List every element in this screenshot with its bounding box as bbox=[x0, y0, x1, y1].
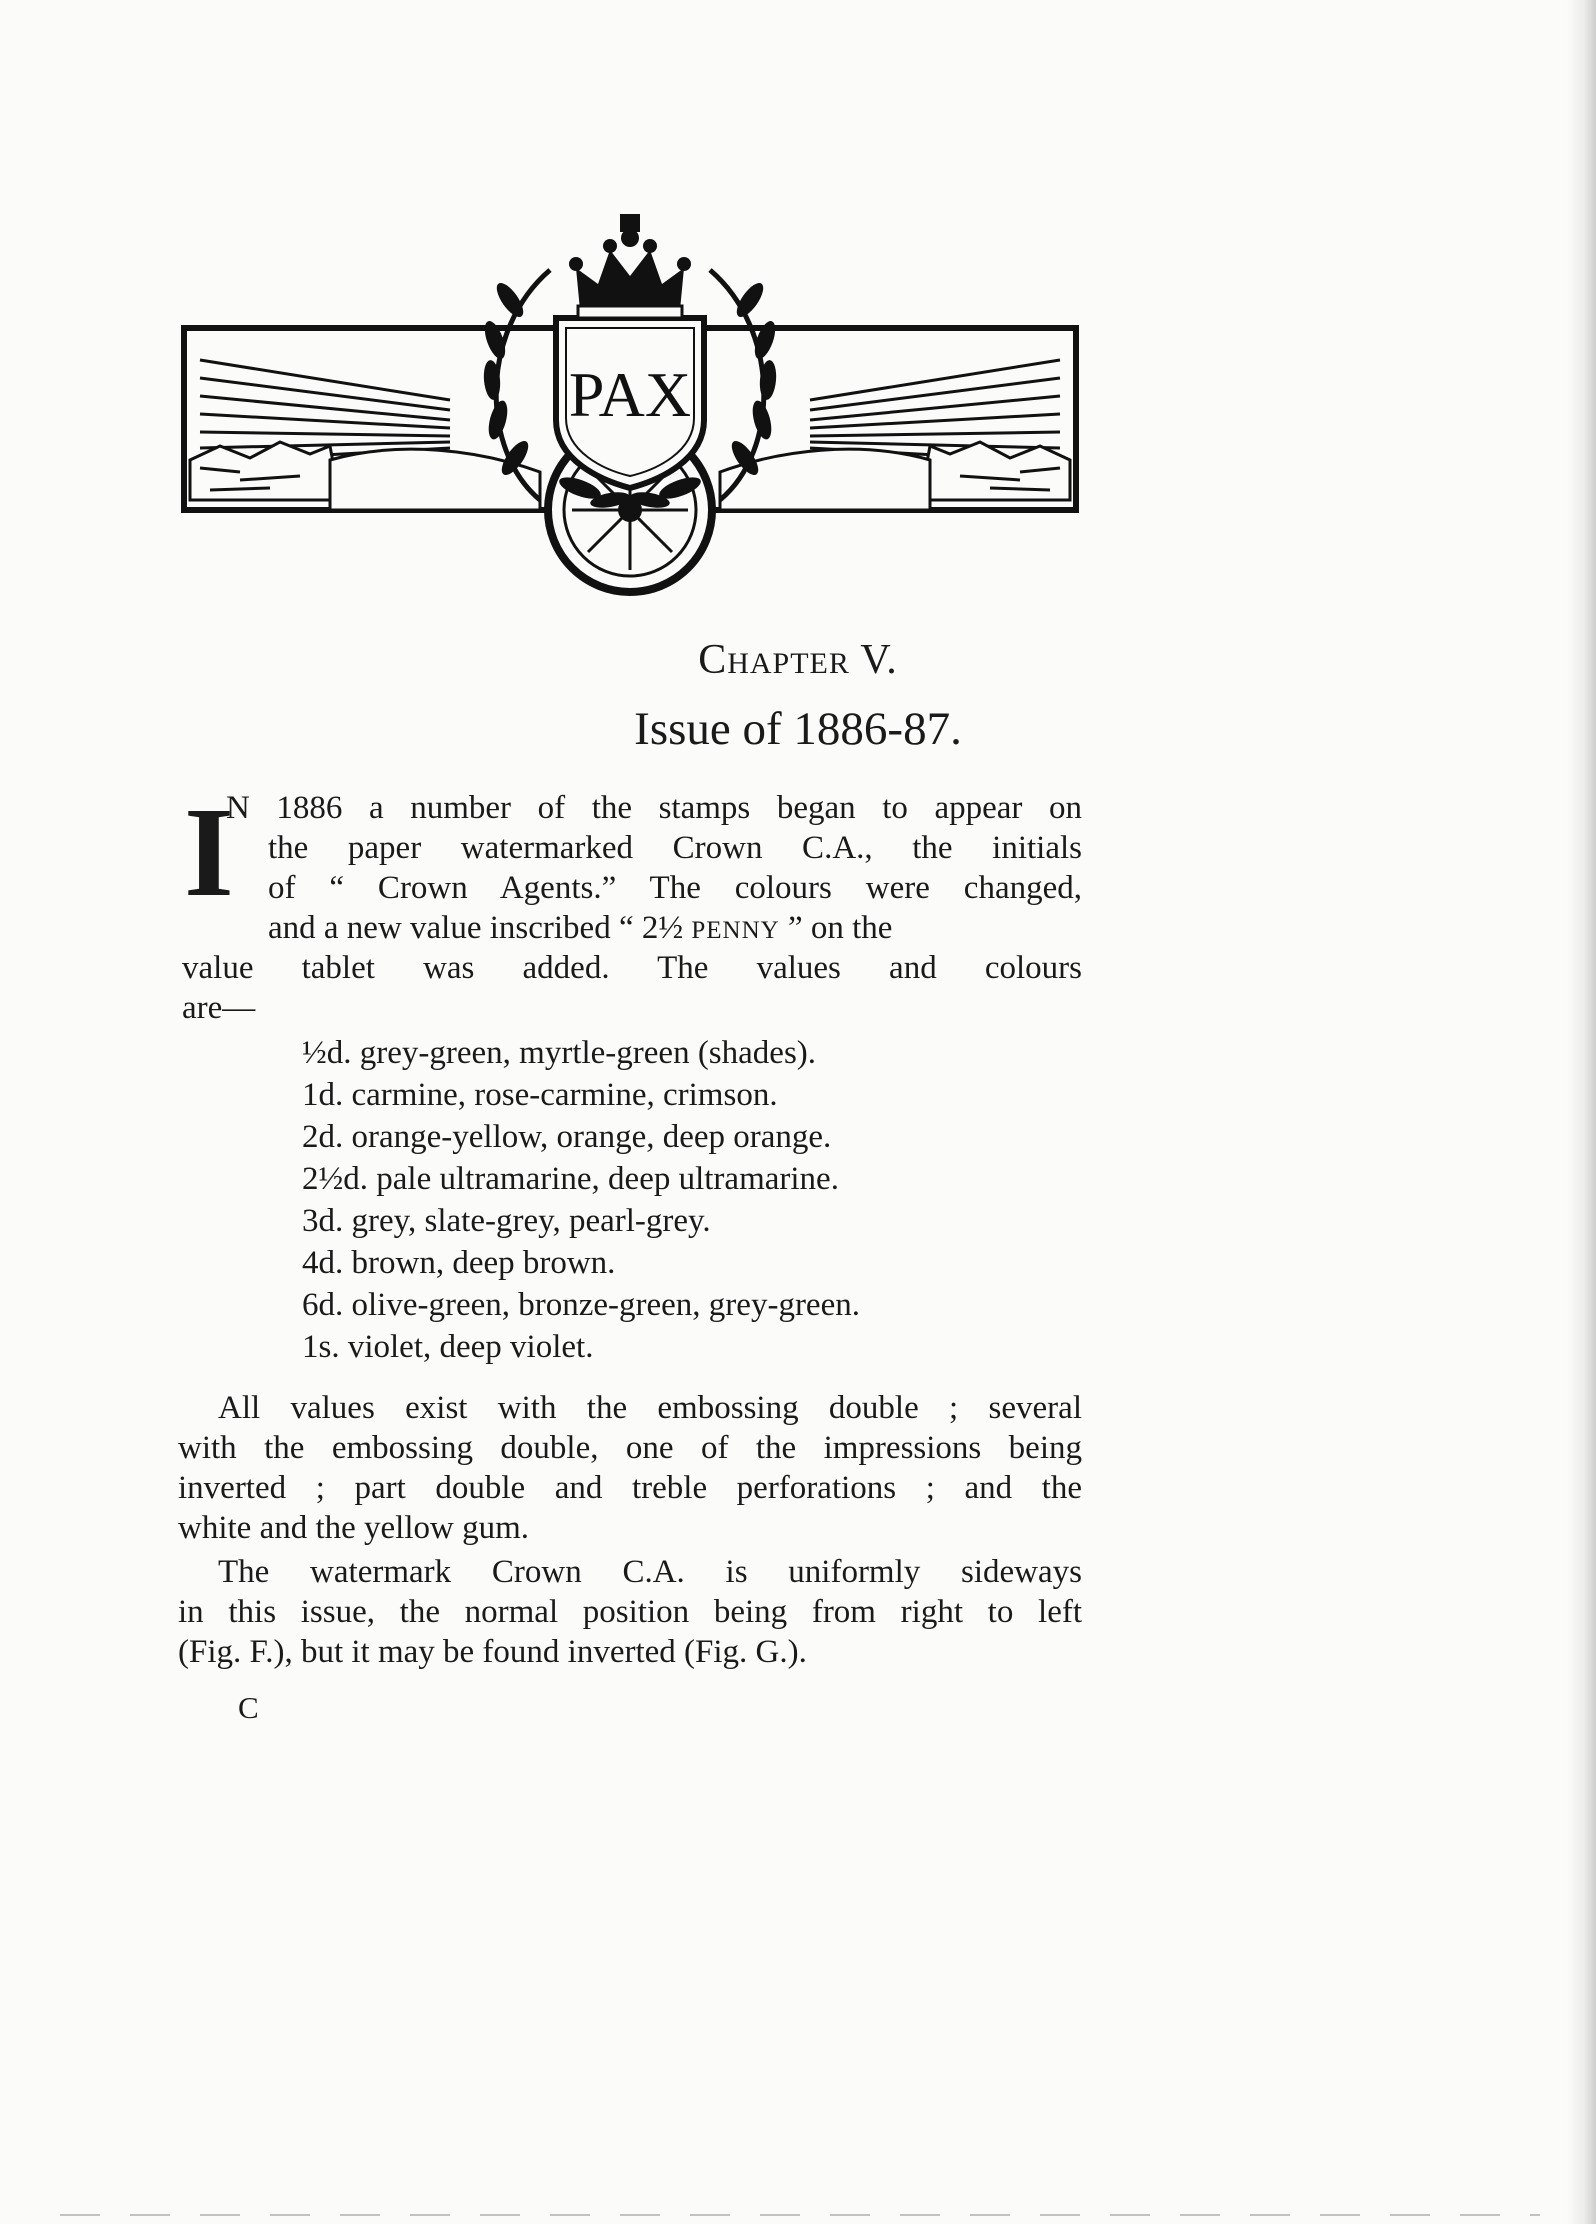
signature-mark: C bbox=[238, 1690, 259, 1725]
list-item: 1s. violet, deep violet. bbox=[302, 1329, 594, 1365]
headpiece-ornament bbox=[180, 210, 1080, 600]
intro-line-5: value tablet was added. The values and colours bbox=[182, 950, 1082, 986]
para3-line-2: in this issue, the normal position being from right to left bbox=[178, 1594, 1082, 1630]
list-item: ½d. grey-green, myrtle-green (shades). bbox=[302, 1035, 817, 1071]
list-item: 3d. grey, slate-grey, pearl-grey. bbox=[302, 1203, 711, 1239]
values-list bbox=[302, 1032, 860, 1368]
penny-smallcaps: PENNY bbox=[691, 917, 780, 944]
intro-line-1: N 1886 a number of the stamps began to appear on bbox=[226, 790, 1082, 826]
para2-line-1: All values exist with the embossing double ; several bbox=[218, 1390, 1082, 1426]
intro-line-4a: and a new value inscribed “ 2½ bbox=[268, 910, 692, 946]
drop-cap: I bbox=[184, 781, 234, 923]
town-left-icon bbox=[190, 442, 340, 500]
para2-line-4: white and the yellow gum. bbox=[178, 1510, 530, 1546]
pax-emblem-text: PAX bbox=[568, 359, 692, 430]
intro-line-4 bbox=[268, 908, 1082, 951]
chapter-initial: C bbox=[698, 637, 728, 683]
para2-line-3: inverted ; part double and treble perforations ; and the bbox=[178, 1470, 1082, 1506]
chapter-heading bbox=[0, 636, 1596, 684]
intro-line-6: are— bbox=[182, 990, 256, 1026]
para2-line-2: with the embossing double, one of the impressions being bbox=[178, 1430, 1082, 1466]
para3-line-3: (Fig. F.), but it may be found inverted (Fig. G.). bbox=[178, 1634, 807, 1670]
list-item: 6d. olive-green, bronze-green, grey-green. bbox=[302, 1287, 860, 1323]
crown-icon bbox=[569, 214, 691, 310]
town-right-icon bbox=[920, 442, 1070, 500]
page-title: Issue of 1886-87. bbox=[634, 703, 962, 755]
list-item: 4d. brown, deep brown. bbox=[302, 1245, 616, 1281]
intro-line-2: the paper watermarked Crown C.A., the initials bbox=[268, 830, 1082, 866]
intro-line-4b: ” on the bbox=[779, 910, 893, 946]
list-item: 2d. orange-yellow, orange, deep orange. bbox=[302, 1119, 832, 1155]
page-bottom-edge bbox=[60, 2214, 1540, 2216]
para3-line-1: The watermark Crown C.A. is uniformly sideways bbox=[218, 1554, 1082, 1590]
list-item: 2½d. pale ultramarine, deep ultramarine. bbox=[302, 1161, 839, 1197]
chapter-numeral: V. bbox=[860, 637, 898, 683]
list-item: 1d. carmine, rose-carmine, crimson. bbox=[302, 1077, 778, 1113]
page-edge-shadow bbox=[1566, 0, 1596, 2224]
intro-line-3: of “ Crown Agents.” The colours were changed, bbox=[268, 870, 1082, 906]
chapter-word-rest: HAPTER bbox=[727, 647, 850, 680]
